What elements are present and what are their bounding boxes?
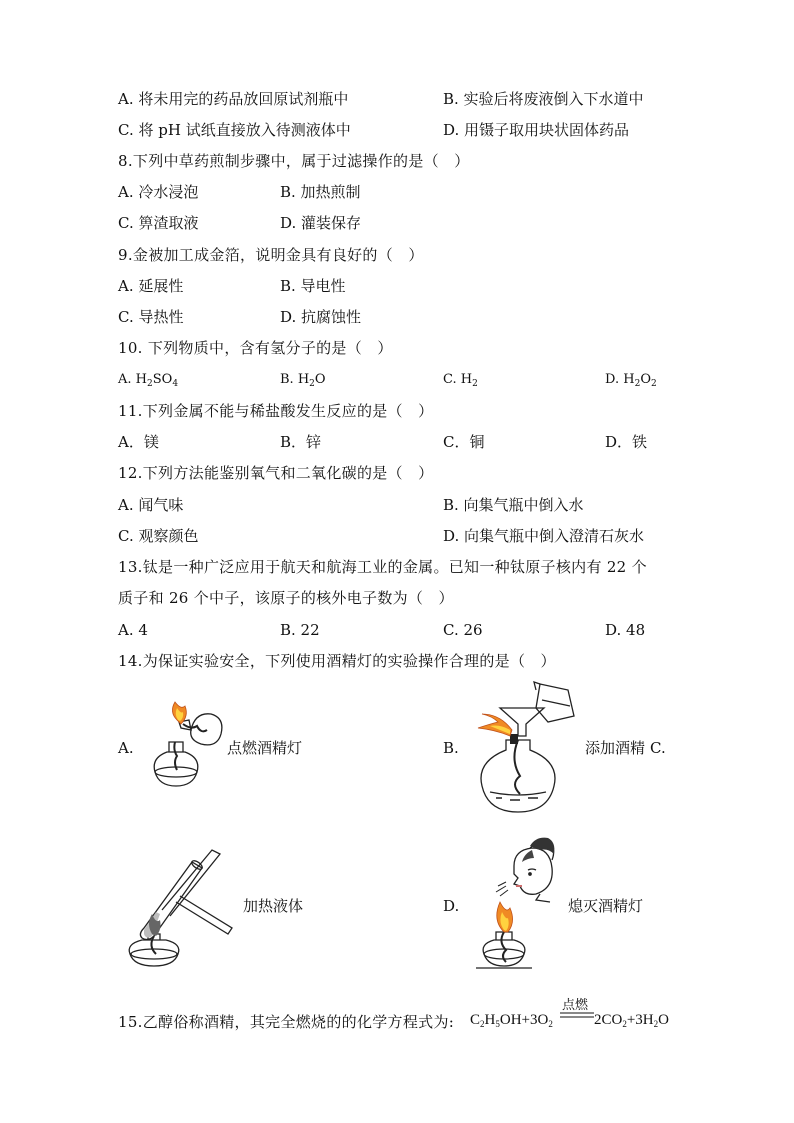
q14-option-a-label: 点燃酒精灯 [227, 739, 303, 757]
q11-option-d: D．铁 [605, 433, 648, 451]
q10-option-d: D. $H_2O_2$ [605, 372, 657, 389]
q12-option-c: C. 观察颜色 [118, 527, 199, 545]
q14-option-a-letter: A. [118, 739, 134, 757]
q13-option-c: C. 26 [443, 621, 483, 639]
q14-option-b-letter: B. [443, 739, 459, 757]
q11-option-c: C．铜 [443, 433, 485, 451]
q12-option-b: B. 向集气瓶中倒入水 [443, 496, 584, 514]
q15-equation-right: $2CO_2+3H_2O$ [594, 1012, 669, 1029]
q13-stem-line1: 13.钛是一种广泛应用于航天和航海工业的金属。已知一种钛原子核内有 22 个 [118, 558, 647, 576]
q7-option-b: B. 实验后将废液倒入下水道中 [443, 90, 644, 108]
q7-option-a: A. 将未用完的药品放回原试剂瓶中 [118, 90, 349, 108]
q13-stem-line2: 质子和 26 个中子，该原子的核外电子数为（ ） [118, 589, 454, 607]
q9-stem: 9.金被加工成金箔，说明金具有良好的（ ） [118, 246, 424, 264]
q8-option-c: C. 箅渣取液 [118, 214, 199, 232]
q11-option-a: A．镁 [118, 433, 159, 451]
q8-stem: 8.下列中草药煎制步骤中，属于过滤操作的是（ ） [118, 152, 470, 170]
q14-option-b-label: 添加酒精 [585, 739, 646, 757]
q12-option-a: A. 闻气味 [118, 496, 184, 514]
q13-option-d: D. 48 [605, 621, 646, 639]
q8-option-a: A. 冷水浸泡 [118, 183, 199, 201]
q11-option-b: B．锌 [280, 433, 322, 451]
q9-option-d: D. 抗腐蚀性 [280, 308, 362, 326]
q14-option-d-letter: D. [443, 897, 460, 915]
q9-option-a: A. 延展性 [118, 277, 184, 295]
q15-stem: 15.乙醇俗称酒精，其完全燃烧的的化学方程式为: [118, 1013, 455, 1031]
q13-option-b: B. 22 [280, 621, 320, 639]
q10-option-a: A. $H_2SO_4$ [118, 372, 179, 389]
q15-condition: 点燃 [562, 997, 589, 1012]
q14-stem: 14.为保证实验安全，下列使用酒精灯的实验操作合理的是（ ） [118, 652, 556, 670]
q15-equals-sign [560, 1011, 594, 1019]
q8-option-b: B. 加热煎制 [280, 183, 361, 201]
q7-option-c: C. 将 pH 试纸直接放入待测液体中 [118, 121, 351, 139]
q14-figure-c-heating-liquid [122, 842, 240, 970]
q10-option-c: C. $H_2$ [443, 372, 478, 389]
q10-stem: 10. 下列物质中，含有氢分子的是（ ） [118, 339, 393, 357]
q11-stem: 11.下列金属不能与稀盐酸发生反应的是（ ） [118, 402, 434, 420]
q10-option-b: B. $H_2O$ [280, 372, 326, 389]
q14-figure-a-lighting-lamp [145, 700, 225, 792]
q14-option-d-label: 熄灭酒精灯 [568, 897, 644, 915]
q8-option-d: D. 灌装保存 [280, 214, 362, 232]
q14-option-c-label: 加热液体 [243, 897, 304, 915]
q15-equation-left: $C_2H_5OH+3O_2$ [470, 1012, 553, 1029]
q12-option-d: D. 向集气瓶中倒入澄清石灰水 [443, 527, 645, 545]
q12-stem: 12.下列方法能鉴别氧气和二氧化碳的是（ ） [118, 464, 434, 482]
q14-figure-b-adding-alcohol [470, 680, 582, 816]
q13-option-a: A. 4 [118, 621, 148, 639]
q14-option-c-letter: C. [650, 739, 666, 757]
q9-option-c: C. 导热性 [118, 308, 184, 326]
q9-option-b: B. 导电性 [280, 277, 346, 295]
q7-option-d: D. 用镊子取用块状固体药品 [443, 121, 630, 139]
q14-figure-d-blowing-lamp [470, 836, 562, 972]
